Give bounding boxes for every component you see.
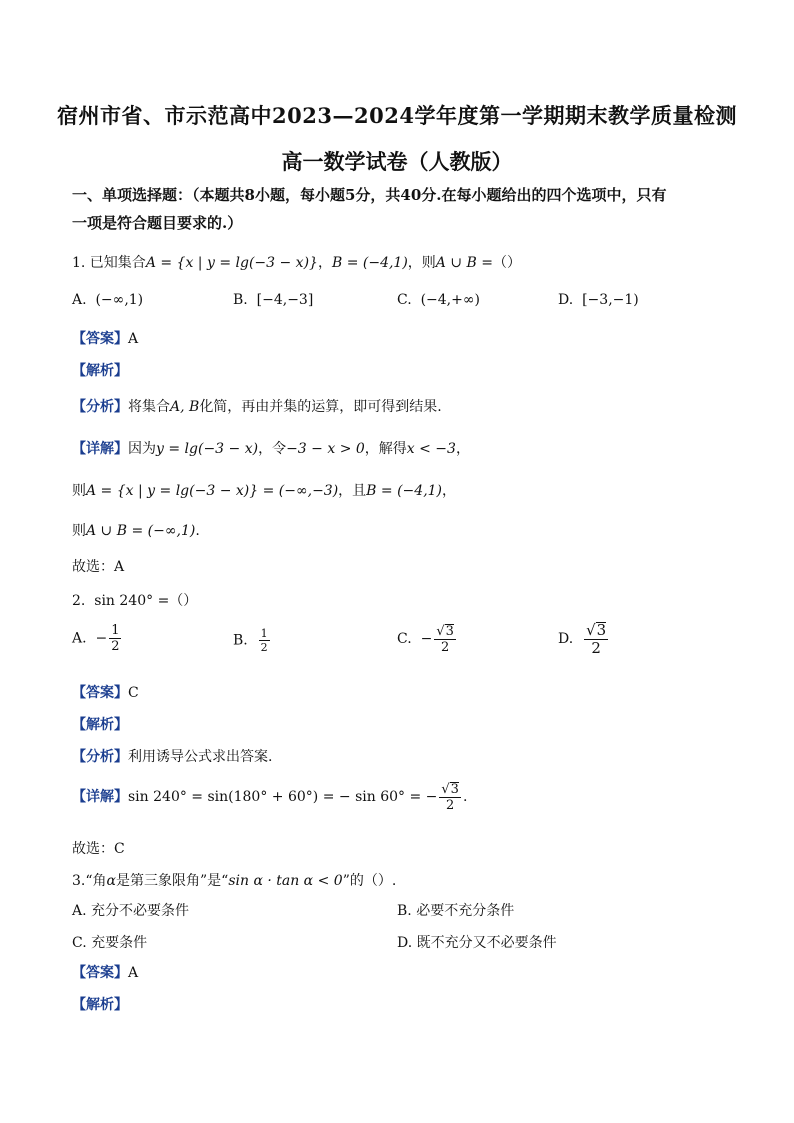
q2-detail-end: .: [462, 789, 468, 805]
choose-label: 故选：: [72, 841, 114, 857]
q1-line2-end: ，: [442, 483, 457, 499]
q1-detail-line3: [72, 520, 732, 540]
q1-line2-b: B = (−4,1): [366, 483, 443, 499]
q2-option-b-letter: B.: [233, 632, 248, 649]
q1-detail-text3: ，解得: [364, 441, 407, 457]
detail-label: 【详解】: [72, 789, 128, 805]
q1-choose-value: A: [114, 559, 125, 575]
frac-numerator: √3: [586, 621, 607, 639]
q1-line3-pre: 则: [72, 523, 86, 539]
q1-set-a: A = {x | y = lg(−3 − x)}: [145, 255, 318, 271]
frac-numerator: 1: [111, 623, 120, 638]
q1-option-b: [233, 292, 313, 308]
q2-option-d-letter: D.: [558, 631, 574, 647]
q1-option-c-letter: C.: [397, 292, 412, 308]
q1-sep2: ，则: [407, 255, 436, 271]
q1-detail-text2: ，令: [258, 441, 287, 457]
q2-analysis: [72, 714, 732, 734]
q3-option-a: A. 充分不必要条件: [72, 903, 190, 919]
q2-choose-value: C: [114, 841, 125, 857]
q3-condition: sin α · tan α < 0: [228, 873, 343, 889]
sqrt-radicand: 3: [445, 624, 454, 639]
q2-stem: [72, 590, 732, 610]
q1-option-c-value: (−4,+∞): [420, 292, 480, 308]
q1-set-b: B = (−4,1): [331, 255, 408, 271]
q2-option-c-sign: −: [420, 631, 433, 647]
q1-stem-prefix: 1. 已知集合: [72, 255, 146, 271]
q2-option-c: [397, 624, 458, 654]
q2-choose: [72, 838, 732, 858]
q1-choose: [72, 556, 732, 576]
q1-detail-text4: ，: [455, 441, 470, 457]
fenxi-label: 【分析】: [72, 749, 128, 765]
section-heading-line2: 一项是符合题目要求的.）: [72, 214, 243, 232]
q1-option-d: [558, 292, 639, 308]
q3-stem-mid: 是第三象限角”是“: [115, 873, 229, 889]
q1-union: A ∪ B =: [435, 255, 494, 271]
q1-stem: [72, 252, 732, 272]
q1-option-b-value: [−4,−3]: [256, 292, 314, 308]
choose-label: 故选：: [72, 559, 114, 575]
q2-option-c-fraction: [434, 624, 456, 654]
frac-denominator: 2: [111, 639, 120, 654]
q2-option-b-fraction: [259, 628, 270, 653]
frac-denominator: 2: [440, 640, 450, 655]
q1-fenxi-post: 化简，再由并集的运算，即可得到结果.: [199, 399, 442, 415]
q2-option-a: [72, 624, 123, 653]
q1-option-a: [72, 292, 143, 308]
q2-option-a-sign: −: [95, 630, 108, 647]
exam-title: 宿州市省、市示范高中2023—2024学年度第一学期期末教学质量检测: [57, 103, 737, 128]
q2-detail-eq: sin 240° = sin(180° + 60°) = − sin 60° = −: [128, 789, 438, 805]
q1-detail-ineq: −3 − x > 0: [286, 441, 365, 457]
q2-answer-value: C: [128, 685, 139, 701]
frac-numerator: 1: [260, 627, 268, 640]
analysis-label: 【解析】: [72, 717, 128, 733]
q3-option-c: C. 充要条件: [72, 935, 148, 951]
fenxi-label: 【分析】: [72, 399, 128, 415]
q3-option-d: D. 既不充分又不必要条件: [397, 935, 557, 951]
q3-stem-end: ”的（）.: [342, 873, 397, 889]
q2-detail: [72, 782, 732, 812]
q2-option-c-letter: C.: [397, 631, 412, 647]
q2-fenxi-text: 利用诱导公式求出答案.: [128, 749, 273, 765]
q2-option-d: [558, 622, 610, 656]
analysis-label: 【解析】: [72, 997, 128, 1013]
q2-number: 2.: [72, 593, 86, 609]
frac-denominator: 2: [260, 641, 268, 654]
q2-answer: [72, 682, 732, 702]
answer-label: 【答案】: [72, 685, 128, 701]
q1-detail-result: x < −3: [406, 441, 456, 457]
q3-analysis: [72, 994, 732, 1014]
detail-label: 【详解】: [72, 441, 128, 457]
q2-expression: sin 240° =: [94, 593, 170, 609]
q1-line2-eq: A = {x | y = lg(−3 − x)} = (−∞,−3): [86, 483, 339, 499]
q1-answer-value: A: [128, 331, 139, 347]
q3-option-b: B. 必要不充分条件: [397, 903, 515, 919]
q1-detail-line1: [72, 438, 732, 458]
q2-detail-fraction: [439, 782, 461, 812]
q3-stem-pre: 3.“角: [72, 873, 107, 889]
q1-line2-mid: ，且: [338, 483, 367, 499]
frac-denominator: 2: [446, 798, 455, 813]
section-heading-line1: 一、单项选择题：（本题共8小题，每小题5分，共40分.在每小题给出的四个选项中，只有: [72, 186, 667, 204]
q2-paren: （）: [169, 593, 198, 609]
q2-fenxi: [72, 746, 732, 766]
q2-option-a-letter: A.: [72, 630, 87, 647]
frac-numerator: √3: [441, 782, 459, 797]
answer-label: 【答案】: [72, 965, 128, 981]
sqrt-radicand: 3: [596, 621, 607, 639]
q1-option-d-letter: D.: [558, 292, 574, 308]
q1-option-b-letter: B.: [233, 292, 248, 308]
q1-option-a-letter: A.: [72, 292, 87, 308]
q1-detail-eq: y = lg(−3 − x): [156, 441, 259, 457]
sqrt-radicand: 3: [450, 782, 459, 797]
answer-label: 【答案】: [72, 331, 128, 347]
q1-option-a-value: (−∞,1): [95, 292, 144, 308]
analysis-label: 【解析】: [72, 363, 128, 379]
q1-fenxi: [72, 396, 732, 416]
q1-option-d-value: [−3,−1): [582, 292, 639, 308]
q1-detail-line2: [72, 480, 732, 500]
q3-answer: [72, 962, 732, 982]
q1-detail-text1: 因为: [128, 441, 156, 457]
exam-subtitle: 高一数学试卷（人教版）: [281, 149, 513, 174]
frac-numerator: √3: [436, 624, 454, 639]
q1-sep1: ，: [317, 255, 332, 271]
q2-option-d-fraction: [584, 622, 608, 656]
q1-fenxi-ab: A, B: [170, 399, 200, 415]
q1-answer: [72, 328, 732, 348]
q3-alpha: α: [106, 873, 116, 889]
q1-option-c: [397, 292, 480, 308]
q1-line3-eq: A ∪ B = (−∞,1): [86, 523, 196, 539]
q3-answer-value: A: [128, 965, 139, 981]
frac-denominator: 2: [591, 639, 601, 657]
q1-analysis: [72, 360, 732, 380]
q1-fenxi-pre: 将集合: [128, 399, 170, 415]
q2-option-a-fraction: [109, 624, 121, 653]
q1-line3-end: .: [195, 523, 200, 539]
q3-stem: [72, 870, 732, 890]
q1-paren: （）: [493, 255, 522, 271]
q1-line2-pre: 则: [72, 483, 86, 499]
q2-option-b: [233, 628, 272, 653]
